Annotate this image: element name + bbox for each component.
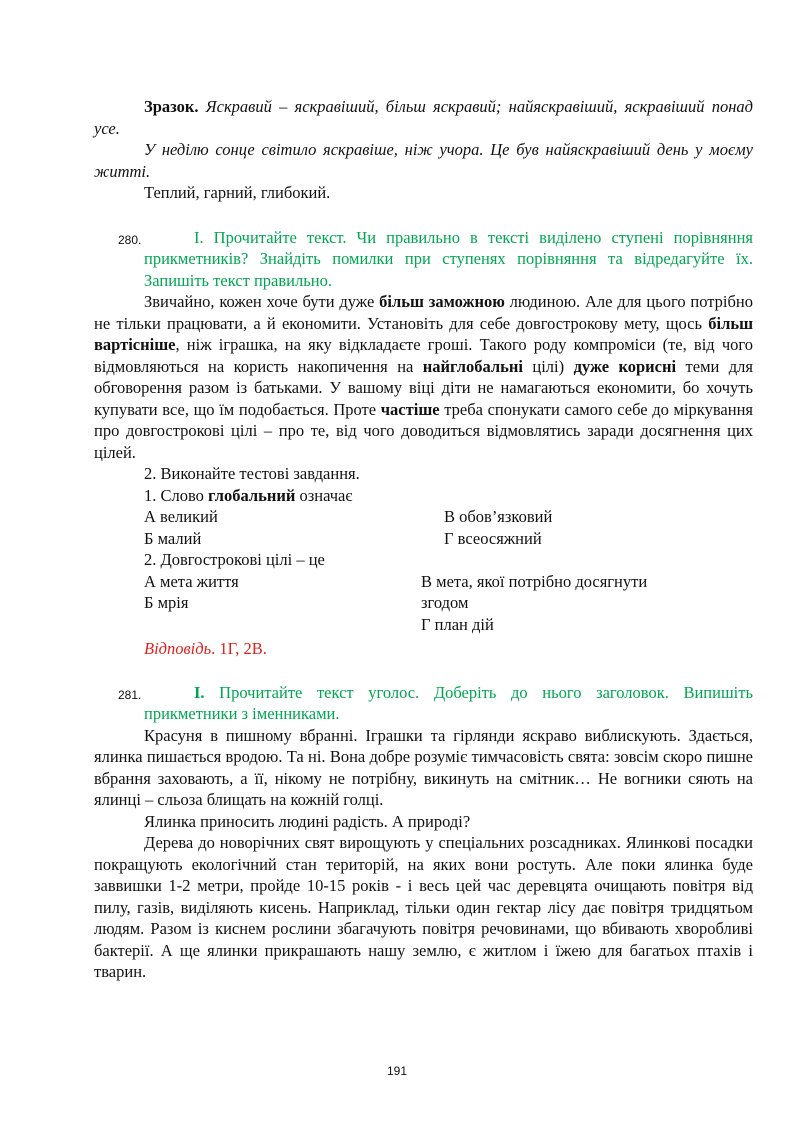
exercise-281-paragraph-2: Ялинка приносить людині радість. А природі? xyxy=(144,811,471,831)
highlighted-adjective: дуже корисні xyxy=(573,356,677,376)
sample-degrees: Яскравий – яскравіший, більш яскравий; найяскравіший, яскравіший понад усе. xyxy=(94,97,754,138)
sample-line-2 xyxy=(94,139,753,182)
question-2-options-row-2 xyxy=(94,592,753,614)
question-1-options-row-2 xyxy=(94,528,753,550)
exercise-280-header xyxy=(94,227,753,292)
exercise-280-text: Звичайно, кожен хоче бути дуже більш заможною людиною. Але для цього потрібно не тільки працювати, а й економити. Установіть для себе довгострокову мету, щось більш вартісніше, ніж іграшка, на яку відкладаєте гроші. Такого роду компроміси (те, від чого відмовляються на користь накопичення на найглобальні цілі) дуже корисні теми для обговорення разом із батьками. У вашому віці діти не намагаються економити, бо хочуть купувати все, що їм подобається. Проте частіше треба спонукати самого себе до міркування про довгострокові цілі – про те, від чого доводиться відмовлятись заради досягнення цих цілей. xyxy=(94,292,753,462)
exercise-281-header xyxy=(94,682,753,725)
highlighted-adjective: більш вартісніше xyxy=(94,313,753,354)
question-1-options-row-1 xyxy=(94,506,753,528)
question-2-options-row-3 xyxy=(94,614,753,636)
sample-line-3: Теплий, гарний, глибокий. xyxy=(144,183,331,202)
exercise-number: 280. xyxy=(118,232,142,247)
highlighted-adjective: більш заможною xyxy=(379,292,505,311)
option: Г всеосяжний xyxy=(444,528,542,548)
exercise-280-title xyxy=(144,227,753,292)
answer-label: Відповідь xyxy=(144,639,212,658)
option: А великий xyxy=(144,507,218,526)
option: згодом xyxy=(421,593,469,612)
exercise-part-label: І. xyxy=(194,682,205,702)
question-2-options-row-1 xyxy=(94,571,753,593)
sample-sentence: У неділю сонце світило яскравіше, ніж учора. Це був найяскравіший день у моєму житті. xyxy=(94,140,753,181)
sample-line-1 xyxy=(94,96,753,139)
page-content xyxy=(94,96,753,983)
option: Г план дій xyxy=(421,614,494,634)
exercise-281-paragraph-1: Красуня в пишному вбранні. Іграшки та гірлянди яскраво виблискують. Здається, ялинка пишається вродою. Та ні. Вона добре розуміє тимчасовість свята: зовсім скоро пишне вбрання заховають, а її, нікому не потрібну, викинуть на смітник… Не вогники сяють на ялинці – сльоза блищать на кожній голці. xyxy=(94,725,753,809)
exercise-281-title xyxy=(144,682,753,725)
exercise-title-text: І. Прочитайте текст. Чи правильно в тексті виділено ступені порівняння прикметників? Знайдіть помилки при ступенях порівняння та відредагуйте їх. Запишіть текст правильно. xyxy=(144,227,753,290)
option: Б малий xyxy=(144,528,202,548)
highlighted-adjective: найглобальні xyxy=(422,356,523,376)
option: В обов’язковий xyxy=(444,507,553,526)
option: В мета, якої потрібно досягнути xyxy=(421,571,648,591)
option: А мета життя xyxy=(144,571,239,591)
page-number: 191 xyxy=(386,1064,408,1078)
exercise-281-paragraph-3: Дерева до новорічних свят вирощують у спеціальних розсадниках. Ялинкові посадки покращують екологічний стан територій, на яких вони ростуть. Але поки ялинка буде заввишки 1-2 метри, пройде 10-15 років - і весь цей час деревцята очищають повітря від пилу, газів, виділяють кисень. Наприклад, тільки один гектар лісу дає повітря тридцятьом людям. Разом із киснем рослини збагачують повітря речовинами, що вбивають хворобливі бактерії. А ще ялинки прикрашають нашу землю, є житлом і їжею для багатьох птахів і тварин. xyxy=(94,833,753,981)
answer-value: . 1Г, 2В. xyxy=(211,639,267,658)
question-2: 2. Довгострокові цілі – це xyxy=(144,550,325,569)
sample-label: Зразок. xyxy=(144,97,199,116)
highlighted-adjective: частіше xyxy=(380,399,440,419)
option: Б мрія xyxy=(144,593,189,612)
test-task-heading: 2. Виконайте тестові завдання. xyxy=(144,464,360,483)
exercise-title-text: Прочитайте текст уголос. Доберіть до нього заголовок. Випишіть прикметники з іменниками. xyxy=(144,682,753,723)
exercise-number: 281. xyxy=(118,687,142,702)
question-1: 1. Слово глобальний означає xyxy=(144,485,353,505)
answer-line xyxy=(94,638,753,660)
